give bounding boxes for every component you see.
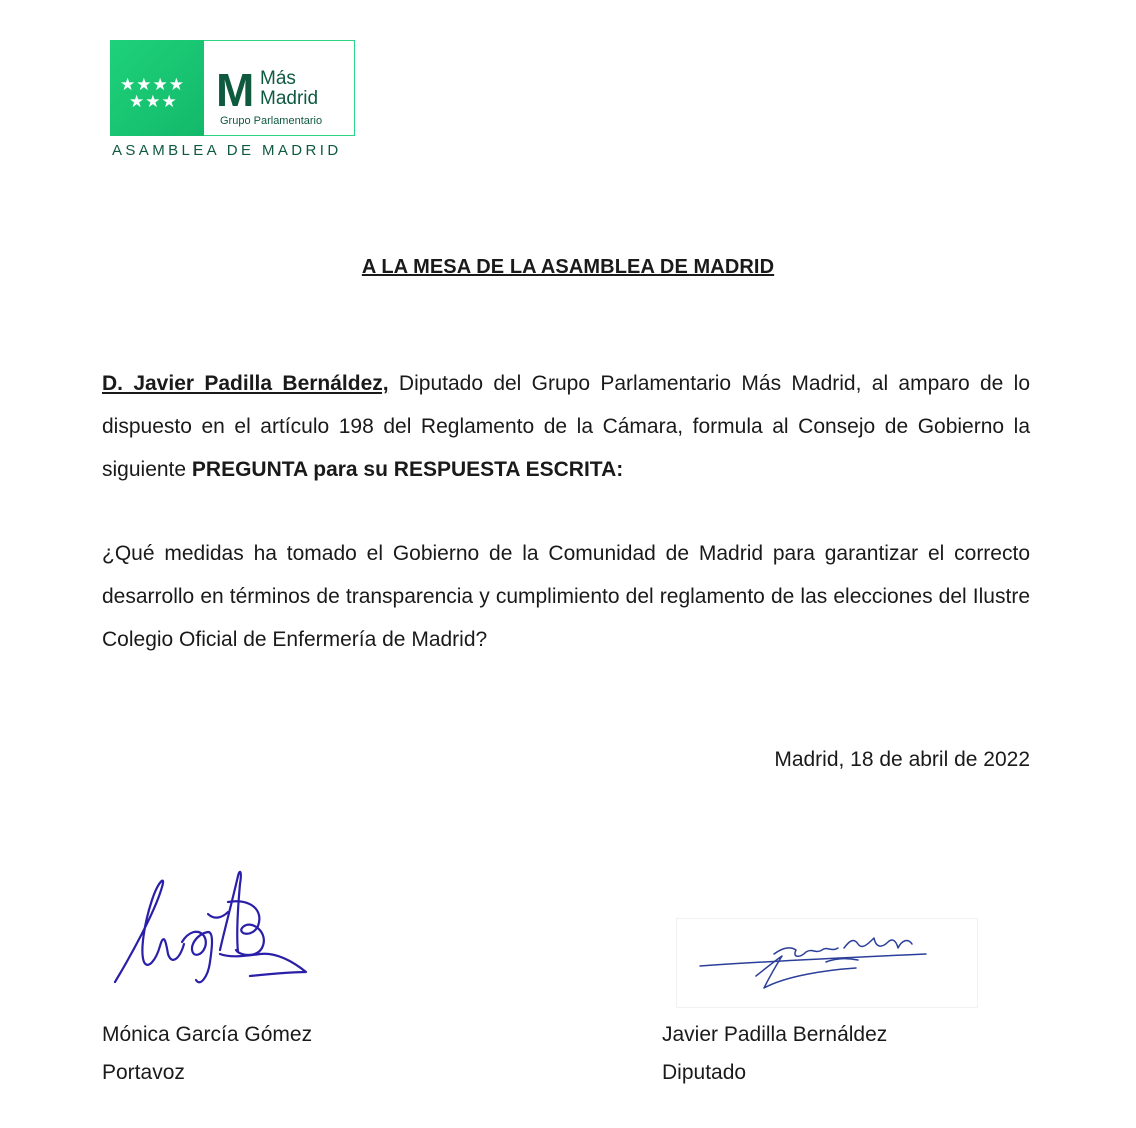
logo-brand-line2: Madrid: [260, 88, 319, 109]
signer-name: Javier Padilla Bernáldez: [662, 1023, 888, 1046]
signer-block-1: [102, 1016, 312, 1092]
mas-madrid-logo: [110, 40, 356, 136]
signer-name: Mónica García Gómez: [102, 1023, 313, 1046]
signature-monica-garcia: [100, 862, 315, 997]
document-heading: A LA MESA DE LA ASAMBLEA DE MADRID: [361, 256, 775, 278]
assembly-label: ASAMBLEA DE MADRID: [112, 142, 342, 159]
date-line: Madrid, 18 de abril de 2022: [774, 748, 1030, 771]
logo-subtitle: Grupo Parlamentario: [220, 115, 323, 127]
signature-javier-padilla: [676, 918, 976, 1008]
signer-role: Portavoz: [102, 1061, 185, 1084]
star-icon: ★★★★ ★★★: [120, 75, 185, 111]
question-paragraph: ¿Qué medidas ha tomado el Gobierno de la Comunidad de Madrid para garantizar el correcto desarrollo en términos de transparencia y cumplimiento del reglamento de las elecciones del Ilustre Colegio Oficial de Enfermería de Madrid?: [102, 542, 1030, 651]
logo-brand-panel: [204, 40, 355, 136]
signer-role: Diputado: [662, 1061, 747, 1084]
question-type: PREGUNTA para su RESPUESTA ESCRITA:: [191, 458, 624, 481]
intro-text: Diputado del Grupo Parlamentario Más Madrid, al amparo de lo dispuesto en el artículo 198 del Reglamento de la Cámara, formula al Consejo de Gobierno la siguiente: [102, 372, 1030, 481]
intro-paragraph: [102, 362, 1030, 491]
deputy-name: D. Javier Padilla Bernáldez,: [102, 372, 389, 395]
logo-brand-line1: Más: [260, 68, 296, 89]
logo-green-panel: [110, 40, 204, 136]
signer-block-2: [662, 1016, 887, 1092]
logo-m-letter: M: [216, 64, 255, 116]
